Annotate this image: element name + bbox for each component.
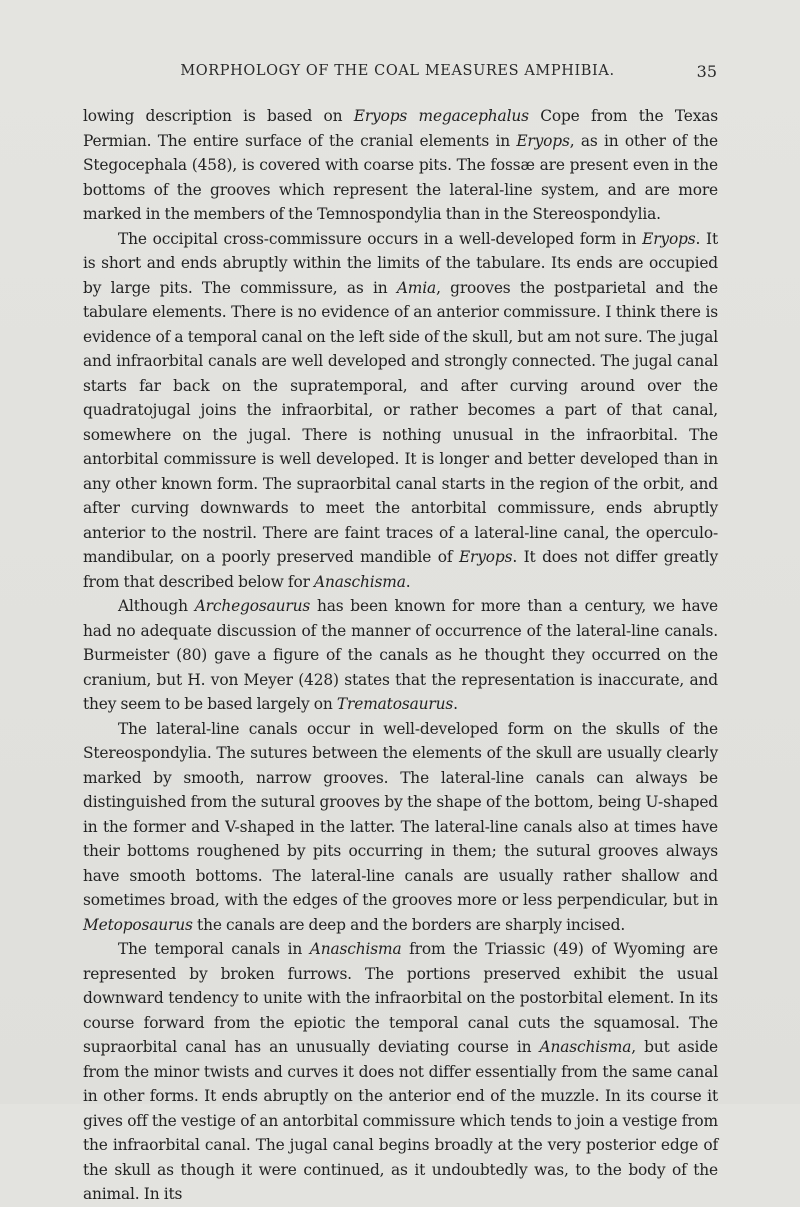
text-run: , but aside from the minor twists and curves it does not differ essentially from the same canal in other forms. It ends abruptly on the anterior end of the muzzle. In its course it gives off the vestige of an antorbital commissure which tends to join a vestige from the infraorbital canal. The jugal canal begins broadly at the very posterior edge of the skull as though it were continued, as it undoubtedly was, to the body of the animal. In its: [83, 1038, 718, 1203]
text-run: Although: [118, 597, 195, 615]
italic-term: Eryops: [642, 229, 696, 248]
paragraph: [83, 594, 718, 717]
paragraph: [83, 227, 718, 595]
text-run: , as in other of the Stegocephala (458), is covered with coarse pits. The fossæ are present even in the bottoms of the grooves which represent the lateral-line system, and are more marked in the members of the Temnospondylia than in the Stereospondylia.: [83, 131, 718, 223]
text-run: . It does not differ greatly from that described below for: [83, 548, 718, 591]
italic-term: Anaschisma: [539, 1038, 632, 1056]
paragraph: [83, 717, 718, 938]
text-run: The temporal canals in: [118, 940, 310, 958]
text-run: The occipital cross-commissure occurs in a well-developed form in: [118, 229, 643, 248]
italic-term: Anaschisma: [314, 572, 406, 591]
text-run: Cope from the Texas Permian. The entire surface of the cranial elements in: [83, 107, 718, 150]
running-title: MORPHOLOGY OF THE COAL MEASURES AMPHIBIA.: [180, 63, 615, 79]
text-run: , grooves the postparietal and the tabulare elements. There is no evidence of an anterior commissure. I think there is evidence of a temporal canal on the left side of the skull, but am not sure. The jugal and infraorbital canals are well developed and strongly connected. The jugal canal starts far back on the supratemporal, and after curving around over the quadratojugal joins the infraorbital, or rather becomes a part of that canal, somewhere on the jugal. There is nothing unusual in the infraorbital. The antorbital commissure is well developed. It is longer and better developed than in any other known form. The supraorbital canal starts in the region of the orbit, and after curving downwards to meet the antorbital commissure, ends abruptly anterior to the nostril. There are faint traces of a lateral-line canal, the operculo-mandibular, on a poorly preserved mandible of: [83, 278, 718, 566]
text-run: .: [405, 572, 411, 591]
body-text: [83, 104, 718, 1207]
paragraph: [83, 937, 718, 1207]
italic-term: Amia: [396, 278, 437, 297]
text-run: lowing description is based on: [83, 107, 354, 125]
text-run: the canals are deep and the borders are sharply incised.: [192, 915, 626, 934]
italic-term: Anaschisma: [309, 940, 402, 958]
italic-term: Eryops: [516, 131, 570, 150]
page-number: 35: [696, 62, 717, 81]
italic-term: Trematosaurus: [336, 695, 454, 713]
italic-term: Archegosaurus: [194, 597, 311, 615]
text-run: has been known for more than a century, we have had no adequate discussion of the manner of occurrence of the lateral-line canals. Burmeister (80) gave a figure of the canals as he thought they occurred on the cranium, but H. von Meyer (428) states that the representation is inaccurate, and they seem to be based largely on: [83, 597, 718, 713]
text-run: The lateral-line canals occur in well-developed form on the skulls of the Stereospondylia. The sutures between the elements of the skull are usually clearly marked by smooth, narrow grooves. The lateral-line canals can always be distinguished from the sutural grooves by the shape of the bottom, being U-shaped in the former and V-shaped in the latter. The lateral-line canals also at times have their bottoms roughened by pits occurring in them; the sutural grooves always have smooth bottoms. The lateral-line canals are usually rather shallow and sometimes broad, with the edges of the grooves more or less perpendicular, but in: [83, 719, 718, 909]
text-run: from the Triassic (49) of Wyoming are represented by broken furrows. The portions preserved exhibit the usual downward tendency to unite with the infraorbital on the postorbital element. In its course forward from the epiotic the temporal canal cuts the squamosal. The supraorbital canal has an unusually deviating course in: [83, 940, 718, 1056]
italic-term: Eryops: [458, 548, 513, 566]
paragraph: [83, 104, 718, 227]
text-run: .: [453, 695, 458, 713]
italic-term: Metoposaurus: [83, 915, 193, 934]
italic-term: Eryops megacephalus: [353, 107, 529, 125]
page-header: [118, 63, 717, 91]
text-run: . It is short and ends abruptly within the limits of the tabulare. Its ends are occupied by large pits. The commissure, as in: [83, 229, 718, 297]
